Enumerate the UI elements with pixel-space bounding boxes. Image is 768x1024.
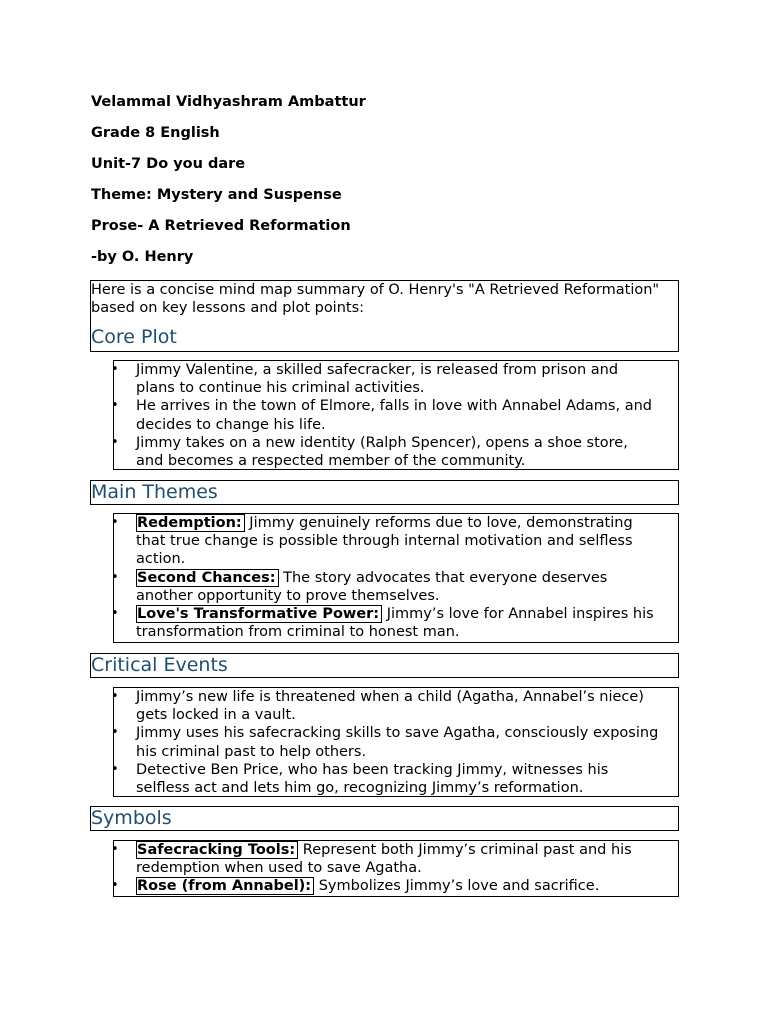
prose-title: Prose- A Retrieved Reformation [91, 218, 351, 234]
bullet-icon: • [111, 761, 119, 777]
list-item-text: Jimmy Valentine, a skilled safecracker, is released from prison and plans to continue his criminal activities. [136, 362, 619, 397]
author-line: -by O. Henry [91, 249, 194, 265]
bullet-icon: • [111, 689, 119, 704]
list-item-text: Jimmy uses his safecracking skills to save Agatha, consciously exposing his criminal past to help others. [136, 725, 659, 760]
core-plot-title: Core Plot [91, 326, 177, 348]
list-item-text: Jimmy takes on a new identity (Ralph Spencer), opens a shoe store, and becomes a respected member of the community. [136, 434, 628, 470]
term-label: Rose (from Annabel): [136, 877, 314, 895]
list-item-text: Represent both Jimmy’s criminal past and his redemption when used to save Agatha. [136, 842, 632, 877]
critical-events-heading-box [90, 653, 679, 678]
term-label: Second Chances: [136, 569, 279, 587]
symbols-list [111, 841, 662, 896]
list-item [111, 877, 662, 895]
bullet-icon: • [111, 398, 119, 414]
list-item [111, 434, 654, 470]
list-item [111, 569, 662, 605]
list-item [111, 397, 654, 433]
term-label: Redemption: [136, 514, 245, 532]
grade-line: Grade 8 English [91, 125, 220, 141]
critical-events-list [111, 688, 666, 797]
list-item-text: Jimmy genuinely reforms due to love, demonstrating that true change is possible through internal motivation and selfless action. [136, 515, 633, 568]
bullet-icon: • [111, 725, 119, 741]
list-item [111, 841, 662, 877]
bullet-icon: • [111, 362, 119, 377]
bullet-icon: • [111, 878, 119, 894]
main-themes-list-box [113, 513, 679, 643]
bullet-icon: • [111, 515, 119, 530]
term-label: Love's Transformative Power: [136, 605, 382, 623]
core-plot-list [111, 361, 654, 470]
critical-events-title: Critical Events [91, 654, 228, 676]
unit-line: Unit-7 Do you dare [91, 156, 246, 172]
core-plot-list-box [113, 360, 679, 470]
critical-events-list-box [113, 687, 679, 797]
intro-text: Here is a concise mind map summary of O. Henry's "A Retrieved Reformation" based on key lessons and plot points: [91, 282, 660, 316]
symbols-title: Symbols [91, 807, 172, 829]
list-item-text: The story advocates that everyone deserves another opportunity to prove themselves. [136, 569, 608, 604]
list-item-text: Detective Ben Price, who has been tracking Jimmy, witnesses his selfless act and lets him go, recognizing Jimmy’s reformation. [136, 761, 609, 797]
school-name: Velammal Vidhyashram Ambattur [91, 94, 366, 110]
list-item [111, 724, 666, 760]
list-item-text: Symbolizes Jimmy’s love and sacrifice. [314, 878, 600, 895]
list-item-text: Jimmy’s new life is threatened when a child (Agatha, Annabel’s niece) gets locked in a vault. [136, 689, 644, 724]
theme-line: Theme: Mystery and Suspense [91, 187, 342, 203]
symbols-heading-box [90, 806, 679, 831]
intro-box [90, 280, 679, 352]
list-item [111, 688, 666, 724]
main-themes-list [111, 514, 662, 641]
list-item [111, 361, 654, 397]
list-item-text: Jimmy’s love for Annabel inspires his transformation from criminal to honest man. [136, 606, 654, 641]
list-item [111, 761, 666, 797]
bullet-icon: • [111, 434, 119, 450]
main-themes-title: Main Themes [91, 481, 218, 503]
list-item [111, 605, 662, 641]
list-item [111, 514, 662, 569]
bullet-icon: • [111, 569, 119, 585]
symbols-list-box [113, 840, 679, 897]
term-label: Safecracking Tools: [136, 841, 298, 859]
bullet-icon: • [111, 842, 119, 857]
list-item-text: He arrives in the town of Elmore, falls in love with Annabel Adams, and decides to change his life. [136, 398, 652, 433]
bullet-icon: • [111, 606, 119, 622]
main-themes-heading-box [90, 480, 679, 505]
